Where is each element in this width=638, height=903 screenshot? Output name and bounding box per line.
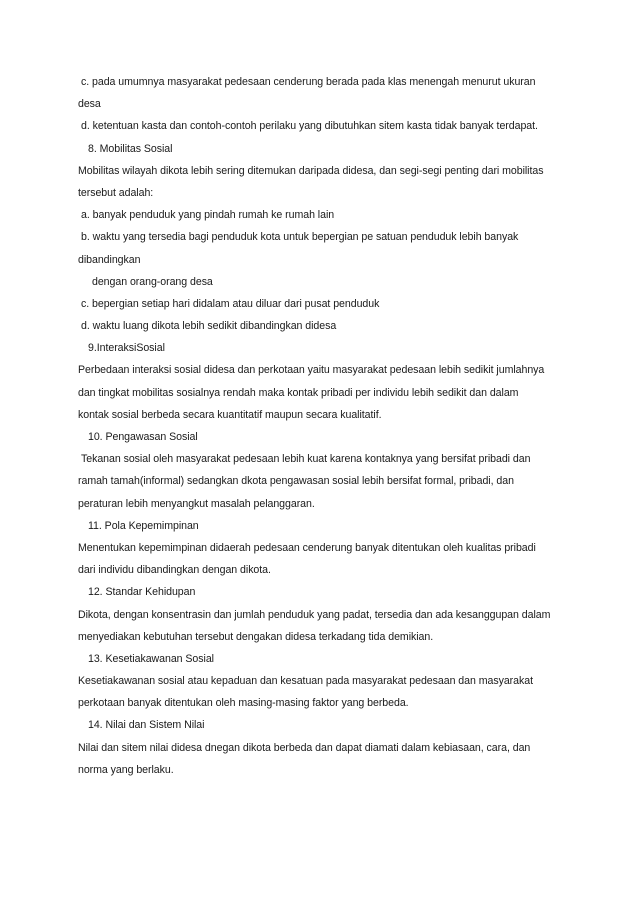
text-line: ramah tamah(informal) sedangkan dkota pengawasan sosial lebih bersifat formal, pribadi, dan [78,475,514,488]
text-line: Tekanan sosial oleh masyarakat pedesaan lebih kuat karena kontaknya yang bersifat pribadi dan [81,453,531,466]
text-line: c. pada umumnya masyarakat pedesaan cenderung berada pada klas menengah menurut ukuran [81,76,536,88]
text-line: tersebut adalah: [78,186,154,199]
text-line: a. banyak penduduk yang pindah rumah ke rumah lain [81,209,335,222]
text-line: c. bepergian setiap hari didalam atau diluar dari pusat penduduk [81,297,380,310]
text-line: 14. Nilai dan Sistem Nilai [88,719,205,732]
text-line: perkotaan banyak ditentukan oleh masing-masing faktor yang berbeda. [78,697,409,710]
text-line: Perbedaan interaksi sosial didesa dan perkotaan yaitu masyarakat pedesaan lebih sedikit jumlahnya [78,364,545,377]
text-line: dari individu dibandingkan dengan dikota. [78,564,271,577]
text-line: 9.InteraksiSosial [88,342,165,355]
text-line: Menentukan kepemimpinan didaerah pedesaan cenderung banyak ditentukan oleh kualitas pribadi [78,541,536,554]
text-line: Dikota, dengan konsentrasin dan jumlah penduduk yang padat, tersedia dan ada kesanggupan dalam [78,608,551,621]
text-line: 10. Pengawasan Sosial [88,431,198,443]
text-line: d. ketentuan kasta dan contoh-contoh perilaku yang dibutuhkan sitem kasta tidak banyak terdapat. [81,120,538,133]
text-line: 13. Kesetiakawanan Sosial [88,652,214,665]
text-line: Kesetiakawanan sosial atau kepaduan dan kesatuan pada masyarakat pedesaan dan masyarakat [78,675,533,688]
text-line: 11. Pola Kepemimpinan [88,519,199,532]
text-line: dibandingkan [78,253,141,266]
text-line: b. waktu yang tersedia bagi penduduk kota untuk bepergian pe satuan penduduk lebih banyak [81,231,519,244]
text-line: d. waktu luang dikota lebih sedikit dibandingkan didesa [81,320,337,333]
text-line: dan tingkat mobilitas sosialnya rendah maka kontak pribadi per individu lebih sedikit dan dalam [78,386,519,399]
text-line: peraturan lebih menyangkut masalah pelanggaran. [78,497,315,510]
text-line: Mobilitas wilayah dikota lebih sering ditemukan daripada didesa, dan segi-segi penting dari mobilitas [78,164,544,177]
text-line: menyediakan kebutuhan tersebut dengakan didesa terkadang tida demikian. [78,630,434,643]
document-body [78,71,578,781]
text-line: desa [78,98,101,111]
text-line: Nilai dan sitem nilai didesa dnegan dikota berbeda dan dapat diamati dalam kebiasaan, cara, dan [78,741,531,754]
text-line: 12. Standar Kehidupan [88,586,196,599]
text-line: 8. Mobilitas Sosial [88,142,173,155]
text-line: kontak sosial berbeda secara kuantitatif maupun secara kualitatif. [78,408,382,421]
text-line: norma yang berlaku. [78,763,174,776]
text-line: dengan orang-orang desa [92,275,213,288]
